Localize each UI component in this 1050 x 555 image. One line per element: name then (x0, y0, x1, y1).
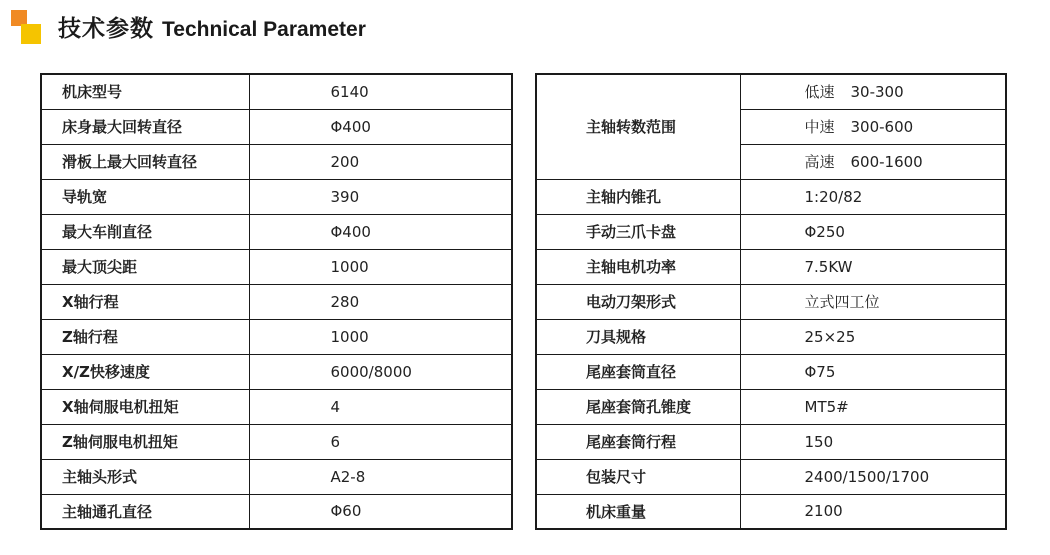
param-value: 280 (249, 284, 512, 319)
table-row (536, 214, 1006, 249)
param-label: 主轴电机功率 (536, 249, 740, 284)
right-spec-table (535, 73, 1007, 530)
speed-cell (740, 74, 1006, 109)
param-label: 尾座套筒直径 (536, 354, 740, 389)
param-label: 最大顶尖距 (41, 249, 249, 284)
param-label: 机床型号 (41, 74, 249, 109)
param-label: 滑板上最大回转直径 (41, 144, 249, 179)
speed-cell (740, 144, 1006, 179)
param-value: Φ400 (249, 109, 512, 144)
table-row (536, 179, 1006, 214)
param-label: 最大车削直径 (41, 214, 249, 249)
param-label: 手动三爪卡盘 (536, 214, 740, 249)
param-label: X轴伺服电机扭矩 (41, 389, 249, 424)
speed-range: 30-300 (850, 83, 904, 102)
param-value: 6000/8000 (249, 354, 512, 389)
param-label: 刀具规格 (536, 319, 740, 354)
param-label: 包装尺寸 (536, 459, 740, 494)
table-row (41, 389, 512, 424)
param-value: 150 (740, 424, 1006, 459)
param-value: Φ60 (249, 494, 512, 529)
param-label: 主轴通孔直径 (41, 494, 249, 529)
table-row (41, 214, 512, 249)
speed-name: 中速 (804, 118, 835, 136)
title-chinese: 技术参数 (58, 16, 154, 42)
param-value: 7.5KW (740, 249, 1006, 284)
table-row (536, 319, 1006, 354)
param-value: 390 (249, 179, 512, 214)
param-value: 1000 (249, 319, 512, 354)
table-row (41, 179, 512, 214)
table-row (41, 144, 512, 179)
table-row (536, 354, 1006, 389)
param-value: 200 (249, 144, 512, 179)
speed-range: 600-1600 (850, 153, 923, 171)
table-row (536, 284, 1006, 319)
param-label: X轴行程 (41, 284, 249, 319)
speed-range: 300-600 (850, 118, 914, 136)
header-logo-squares (11, 10, 51, 46)
param-label: 主轴转数范围 (536, 74, 740, 179)
speed-cell (740, 109, 1006, 144)
table-row (41, 284, 512, 319)
table-row (41, 494, 512, 529)
param-value: Φ400 (249, 214, 512, 249)
table-row (41, 354, 512, 389)
param-label: Z轴伺服电机扭矩 (41, 424, 249, 459)
table-row (41, 109, 512, 144)
table-row (536, 74, 1006, 109)
param-label: 机床重量 (536, 494, 740, 529)
param-value: Φ75 (740, 354, 1006, 389)
param-value: 2100 (740, 494, 1006, 529)
param-value: 4 (249, 389, 512, 424)
param-value: MT5# (740, 389, 1006, 424)
param-label: 尾座套筒孔锥度 (536, 389, 740, 424)
table-row (41, 74, 512, 109)
param-value: 6140 (249, 74, 512, 109)
title-english: Technical Parameter (162, 18, 366, 41)
param-value: Φ250 (740, 214, 1006, 249)
param-label: 导轨宽 (41, 179, 249, 214)
table-row (536, 494, 1006, 529)
param-label: 主轴头形式 (41, 459, 249, 494)
param-value: 1000 (249, 249, 512, 284)
param-label: 电动刀架形式 (536, 284, 740, 319)
param-label: Z轴行程 (41, 319, 249, 354)
param-label: 主轴内锥孔 (536, 179, 740, 214)
table-row (41, 319, 512, 354)
left-spec-table (40, 73, 513, 530)
param-label: X/Z快移速度 (41, 354, 249, 389)
param-label: 尾座套筒行程 (536, 424, 740, 459)
speed-name: 高速 (804, 153, 835, 171)
param-value: A2-8 (249, 459, 512, 494)
yellow-square-icon (21, 24, 41, 44)
table-row (536, 459, 1006, 494)
speed-name: 低速 (804, 83, 835, 102)
param-value: 2400/1500/1700 (740, 459, 1006, 494)
param-value: 1:20/82 (740, 179, 1006, 214)
param-value: 25×25 (740, 319, 1006, 354)
table-row (41, 459, 512, 494)
table-row (41, 424, 512, 459)
table-row (536, 424, 1006, 459)
page-title (58, 10, 366, 43)
table-row (536, 389, 1006, 424)
table-row (536, 249, 1006, 284)
param-value: 6 (249, 424, 512, 459)
table-row (41, 249, 512, 284)
param-value: 立式四工位 (740, 284, 1006, 319)
param-label: 床身最大回转直径 (41, 109, 249, 144)
